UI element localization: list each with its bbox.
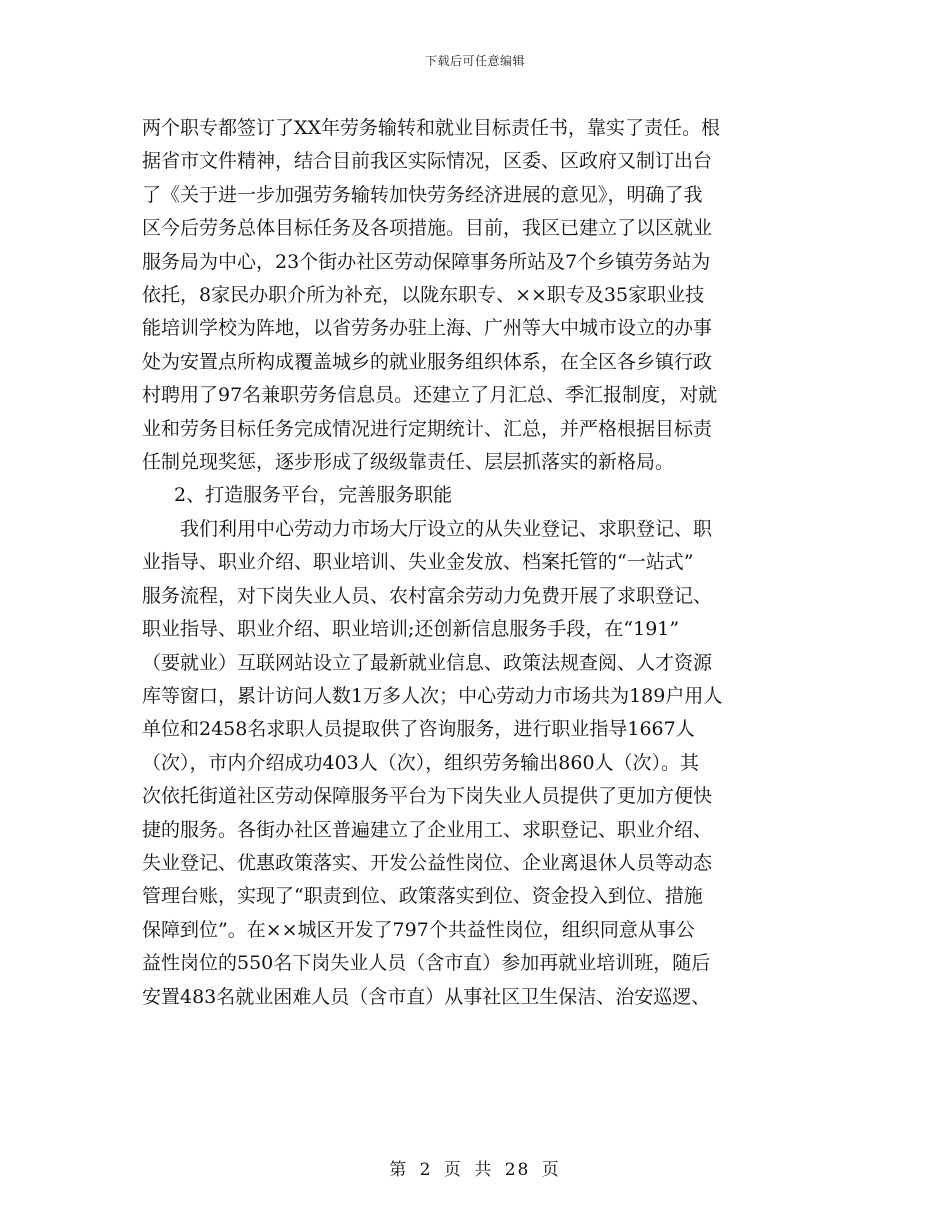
body-line: 安置483名就业困难人员（含市直）从事社区卫生保洁、治安巡逻、 xyxy=(142,985,711,1008)
body-line: 单位和2458名求职人员提取供了咨询服务，进行职业指导1667人 xyxy=(142,718,695,741)
page-number-footer: 第 2 页 共 28 页 xyxy=(389,1160,561,1180)
body-line: 业和劳务目标任务完成情况进行定期统计、汇总，并严格根据目标责 xyxy=(142,417,713,440)
body-line: 业指导、职业介绍、职业培训、失业金发放、档案托管的“一站式” xyxy=(142,551,694,574)
body-line: 服务局为中心，23个街办社区劳动保障事务所站及7个乡镇劳务站为 xyxy=(142,250,711,273)
body-line: 职业指导、职业介绍、职业培训;还创新信息服务手段，在“191” xyxy=(142,618,680,641)
body-line: 管理台账，实现了“职责到位、政策落实到位、资金投入到位、措施 xyxy=(142,885,703,908)
body-line: （要就业）互联网站设立了最新就业信息、政策法规查阅、人才资源 xyxy=(142,651,713,674)
body-line: 失业登记、优惠政策落实、开发公益性岗位、企业离退休人员等动态 xyxy=(142,851,713,874)
body-line: 服务流程，对下岗失业人员、农村富余劳动力免费开展了求职登记、 xyxy=(142,584,713,607)
body-line: 处为安置点所构成覆盖城乡的就业服务组织体系，在全区各乡镇行政 xyxy=(142,350,713,373)
section-subheading: 2、打造服务平台，完善服务职能 xyxy=(174,484,453,507)
document-body xyxy=(142,112,808,1014)
body-line: 据省市文件精神，结合目前我区实际情况，区委、区政府又制订出台 xyxy=(142,150,713,173)
body-line: 能培训学校为阵地，以省劳务办驻上海、广州等大中城市设立的办事 xyxy=(142,317,713,340)
body-line: 益性岗位的550名下岗失业人员（含市直）参加再就业培训班，随后 xyxy=(142,952,711,975)
body-line: 我们利用中心劳动力市场大厅设立的从失业登记、求职登记、职 xyxy=(180,517,713,540)
body-line: 了《关于进一步加强劳务输转加快劳务经济进展的意见》，明确了我 xyxy=(142,183,703,206)
body-line: 任制兑现奖惩，逐步形成了级级靠责任、层层抓落实的新格局。 xyxy=(142,451,675,474)
body-line: （次），市内介绍成功403人（次），组织劳务输出860人（次）。其 xyxy=(142,751,700,774)
body-line: 村聘用了97名兼职劳务信息员。还建立了月汇总、季汇报制度，对就 xyxy=(142,384,718,407)
body-line: 两个职专都签订了XX年劳务输转和就业目标责任书，靠实了责任。根 xyxy=(142,117,721,139)
body-line: 次依托街道社区劳动保障服务平台为下岗失业人员提供了更加方便快 xyxy=(142,785,713,808)
body-line: 库等窗口，累计访问人数1万多人次；中心劳动力市场共为189户用人 xyxy=(142,684,723,707)
body-line: 保障到位”。在××城区开发了797个共益性岗位，组织同意从事公 xyxy=(142,918,695,941)
body-line: 依托，8家民办职介所为补充，以陇东职专、××职专及35家职业技 xyxy=(142,284,705,307)
body-line: 捷的服务。各街办社区普遍建立了企业用工、求职登记、职业介绍、 xyxy=(142,818,713,841)
page-header: 下载后可任意编辑 xyxy=(424,54,525,68)
body-line: 区今后劳务总体目标任务及各项措施。目前，我区已建立了以区就业 xyxy=(142,217,713,240)
